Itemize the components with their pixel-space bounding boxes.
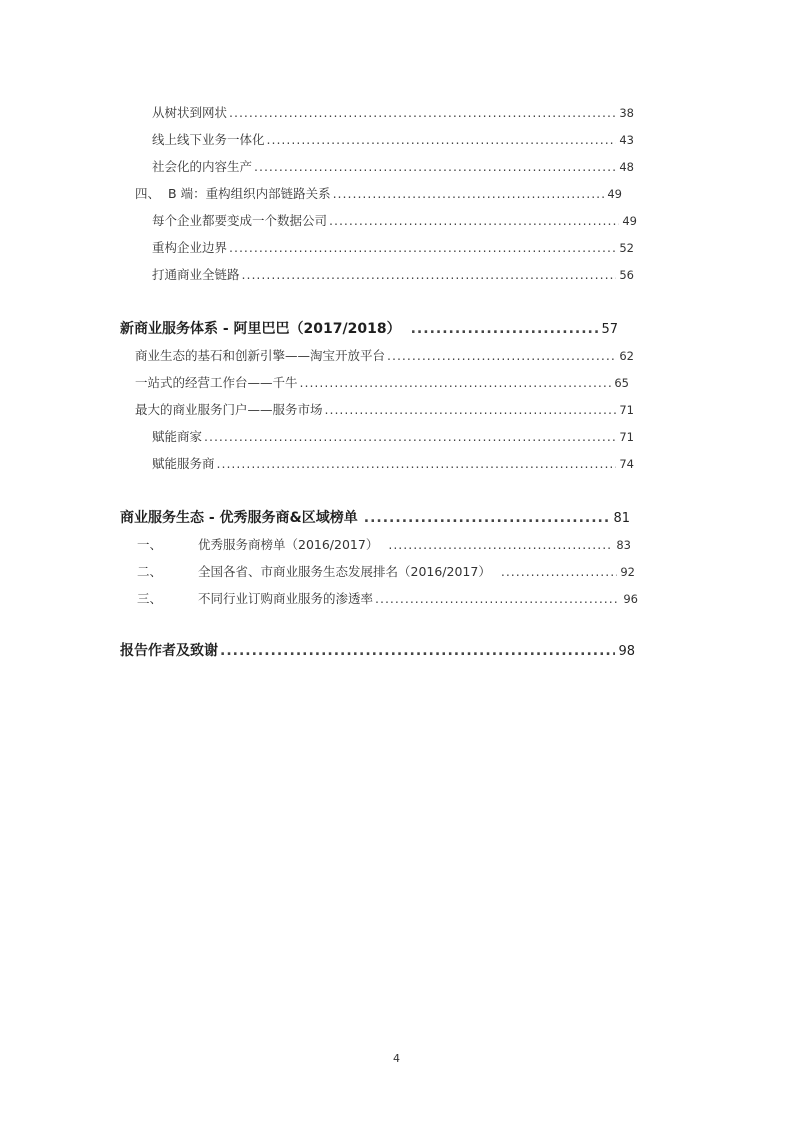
toc-chapter-title: 报告作者及致谢 (120, 643, 218, 659)
toc-entry-title (137, 562, 491, 580)
toc-chapter-title: 商业服务生态 - 优秀服务商&区域榜单 (120, 510, 358, 526)
toc-entry-title (137, 535, 378, 553)
toc-entry-text: 全国各省、市商业服务生态发展排名（2016/2017） (198, 564, 491, 579)
toc-entry-page: 62 (619, 349, 634, 363)
toc-entry-title: 赋能商家 (152, 429, 203, 444)
toc-entry[interactable] (137, 589, 638, 607)
toc-entry-title: 最大的商业服务门户——服务市场 (135, 402, 323, 417)
toc-entry-page: 38 (619, 106, 634, 120)
toc-entry[interactable] (152, 427, 634, 445)
toc-entry-number: 四、 (135, 186, 161, 201)
toc-dot-leader (333, 186, 605, 201)
toc-entry[interactable] (152, 103, 634, 121)
toc-entry-title: 重构企业边界 (152, 240, 228, 255)
toc-chapter-page: 81 (613, 511, 630, 526)
toc-entry-page: 83 (616, 538, 631, 552)
toc-entry[interactable] (152, 157, 634, 175)
toc-chapter-title: 新商业服务体系 - 阿里巴巴（2017/2018） (120, 321, 401, 337)
toc-entry-page: 71 (619, 403, 634, 417)
toc-dot-leader (501, 564, 618, 579)
toc-chapter[interactable] (120, 640, 635, 660)
toc-entry-title (137, 589, 373, 607)
toc-entry-title: 赋能服务商 (152, 456, 215, 471)
toc-dot-leader (229, 240, 616, 255)
toc-dot-leader (375, 591, 620, 606)
toc-entry-title: 商业生态的基石和创新引擎——淘宝开放平台 (135, 348, 386, 363)
toc-entry-title: 从树状到网状 (152, 105, 228, 120)
toc-entry[interactable] (152, 238, 634, 256)
toc-dot-leader (229, 105, 616, 120)
toc-dot-leader (267, 132, 617, 147)
toc-entry[interactable] (135, 373, 629, 391)
toc-entry-title: 线上线下业务一体化 (152, 132, 265, 147)
toc-entry-text: 不同行业订购商业服务的渗透率 (198, 591, 374, 606)
toc-entry-title: 每个企业都要变成一个数据公司 (152, 213, 328, 228)
toc-entry-page: 96 (623, 592, 638, 606)
toc-entry[interactable] (152, 211, 637, 229)
toc-entry-page: 52 (619, 241, 634, 255)
toc-dot-leader (325, 402, 617, 417)
toc-dot-leader (388, 537, 613, 552)
toc-dot-leader (300, 375, 612, 390)
toc-dot-leader (242, 267, 617, 282)
toc-entry-page: 49 (622, 214, 637, 228)
toc-entry-title: 社会化的内容生产 (152, 159, 253, 174)
toc-chapter[interactable] (120, 507, 630, 527)
toc-entry[interactable] (135, 346, 634, 364)
toc-entry-page: 56 (619, 268, 634, 282)
toc-entry-title: 一站式的经营工作台——千牛 (135, 375, 298, 390)
toc-entry[interactable] (152, 130, 634, 148)
toc-entry[interactable] (137, 535, 631, 553)
toc-entry-page: 65 (614, 376, 629, 390)
toc-entry[interactable] (135, 184, 622, 202)
page-number: 4 (393, 1052, 400, 1065)
toc-entry[interactable] (152, 454, 634, 472)
toc-entry-page: 49 (607, 187, 622, 201)
toc-dot-leader (220, 643, 615, 659)
toc-entry-text: 优秀服务商榜单（2016/2017） (198, 537, 379, 552)
toc-entry-title (135, 184, 331, 202)
toc-dot-leader (217, 456, 617, 471)
toc-entry[interactable] (135, 400, 634, 418)
toc-entry-page: 48 (619, 160, 634, 174)
toc-entry-page: 92 (620, 565, 635, 579)
toc-dot-leader (254, 159, 616, 174)
toc-entry-number: 一、 (137, 537, 163, 552)
toc-chapter[interactable] (120, 318, 618, 338)
toc-entry-page: 71 (619, 430, 634, 444)
toc-chapter-page: 98 (618, 644, 635, 659)
toc-dot-leader (364, 510, 611, 526)
toc-entry-page: 43 (619, 133, 634, 147)
toc-entry-page: 74 (619, 457, 634, 471)
toc-entry-text: B 端：重构组织内部链路关系 (168, 186, 331, 201)
toc-entry[interactable] (152, 265, 634, 283)
toc-chapter-page: 57 (601, 322, 618, 337)
toc-dot-leader (387, 348, 616, 363)
toc-entry[interactable] (137, 562, 635, 580)
toc-entry-number: 三、 (137, 591, 163, 606)
toc-entry-title: 打通商业全链路 (152, 267, 240, 282)
toc-entry-number: 二、 (137, 564, 163, 579)
toc-dot-leader (204, 429, 616, 444)
toc-dot-leader (411, 321, 599, 337)
toc-dot-leader (329, 213, 619, 228)
